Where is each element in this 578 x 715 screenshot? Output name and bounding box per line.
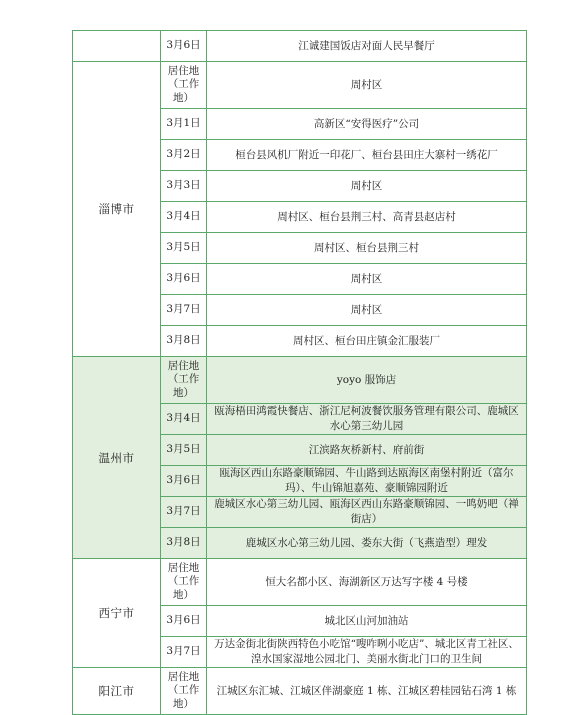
place-cell: 高新区“安得医疗”公司: [207, 109, 527, 140]
date-cell: 3月8日: [161, 528, 207, 559]
date-cell: 3月4日: [161, 404, 207, 435]
date-cell: 3月6日: [161, 31, 207, 62]
date-cell: 居住地（工作地）: [161, 559, 207, 606]
place-cell: 周村区、桓台县荆三村、高青县赵店村: [207, 202, 527, 233]
date-cell: 居住地（工作地）: [161, 62, 207, 109]
date-cell: 3月5日: [161, 233, 207, 264]
place-cell: yoyo 服饰店: [207, 357, 527, 404]
date-cell: 3月8日: [161, 326, 207, 357]
document-page: [72, 30, 526, 715]
place-cell: 周村区: [207, 264, 527, 295]
place-cell: 周村区: [207, 295, 527, 326]
table-row: [73, 31, 527, 62]
date-cell: 3月3日: [161, 171, 207, 202]
date-cell: 3月2日: [161, 140, 207, 171]
city-cell: [73, 31, 161, 62]
date-cell: 3月6日: [161, 606, 207, 637]
table-row: [73, 559, 527, 606]
place-cell: 城北区山河加油站: [207, 606, 527, 637]
place-cell: 瓯海梧田鸿霞快餐店、浙江尼柯波餐饮服务管理有限公司、鹿城区水心第三幼儿园: [207, 404, 527, 435]
trajectory-table: [72, 30, 527, 715]
date-cell: 3月7日: [161, 637, 207, 668]
date-cell: 居住地（工作地）: [161, 357, 207, 404]
city-cell: 淄博市: [73, 62, 161, 357]
date-cell: 居住地（工作地）: [161, 668, 207, 715]
city-cell: 阳江市: [73, 668, 161, 715]
city-cell: 温州市: [73, 357, 161, 559]
table-row: [73, 62, 527, 109]
city-cell: 西宁市: [73, 559, 161, 668]
table-row: [73, 357, 527, 404]
date-cell: 3月6日: [161, 264, 207, 295]
date-cell: 3月7日: [161, 497, 207, 528]
place-cell: 江诚建国饭店对面人民早餐厅: [207, 31, 527, 62]
date-cell: 3月6日: [161, 466, 207, 497]
place-cell: 周村区: [207, 171, 527, 202]
place-cell: 鹿城区水心第三幼儿园、瓯海区西山东路豪顺锦园、一鸣奶吧（禅街店）: [207, 497, 527, 528]
table-row: [73, 668, 527, 715]
place-cell: 瓯海区西山东路豪顺锦园、牛山路到达瓯海区南堡村附近（富尔玛）、牛山锦旭嘉苑、豪顺锦园附近: [207, 466, 527, 497]
date-cell: 3月5日: [161, 435, 207, 466]
place-cell: 周村区: [207, 62, 527, 109]
place-cell: 鹿城区水心第三幼儿园、娄东大街（飞燕造型）理发: [207, 528, 527, 559]
place-cell: 周村区、桓台田庄镇金汇服装厂: [207, 326, 527, 357]
place-cell: 江滨路灰桥新村、府前街: [207, 435, 527, 466]
date-cell: 3月4日: [161, 202, 207, 233]
place-cell: 江城区东汇城、江城区伴湖豪庭 1 栋、江城区碧桂园钻石湾 1 栋: [207, 668, 527, 715]
place-cell: 恒大名都小区、海湖新区万达写字楼 4 号楼: [207, 559, 527, 606]
place-cell: 桓台县风机厂附近一印花厂、桓台县田庄大寨村一绣花厂: [207, 140, 527, 171]
place-cell: 周村区、桓台县荆三村: [207, 233, 527, 264]
place-cell: 万达金街北街陕西特色小吃馆“嗖咋咧小吃店”、城北区青工社区、湟水国家湿地公园北门、美丽水街北门口的卫生间: [207, 637, 527, 668]
table-body: [73, 31, 527, 715]
date-cell: 3月1日: [161, 109, 207, 140]
date-cell: 3月7日: [161, 295, 207, 326]
